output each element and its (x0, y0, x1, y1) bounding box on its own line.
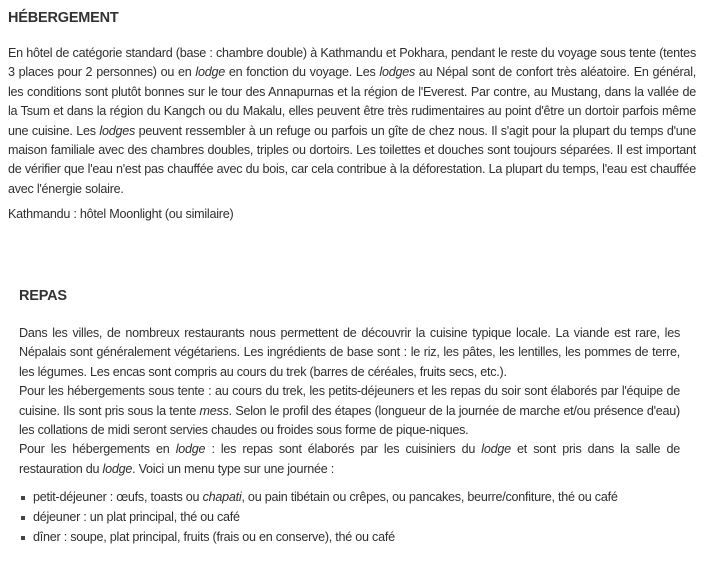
hotel-kathmandu-line: Kathmandu : hôtel Moonlight (ou similaire) (8, 207, 234, 222)
repas-heading: REPAS (19, 288, 67, 304)
menu-list (19, 488, 680, 547)
hebergement-heading: HÉBERGEMENT (8, 10, 119, 26)
bullet-icon (21, 536, 25, 540)
repas-paragraph-tente: Pour les hébergements sous tente : au cours du trek, les petits-déjeuners et les repas du soir sont élaborés par l'équipe de cuisine. Ils sont pris sous la tente mess. Selon le profil des étapes (longueur de la journée de marche et/ou présence d'eau) les collations de midi seront servies chaudes ou froides sous forme de pique-niques. (19, 384, 680, 438)
repas-section (0, 284, 720, 548)
repas-paragraph-villes: Dans les villes, de nombreux restaurants nous permettent de découvrir la cuisine typique locale. La viande est rare, les Népalais sont généralement végétariens. Les ingrédients de base sont : le riz, les pâtes, les lentilles, les pommes de terre, les légumes. Les encas sont compris au cours du trek (barres de céréales, fruits secs, etc.). (19, 326, 680, 379)
list-item: déjeuner : un plat principal, thé ou café (19, 508, 680, 528)
list-item: petit-déjeuner : œufs, toasts ou chapati, ou pain tibétain ou crêpes, ou pancakes, beurre/confiture, thé ou café (19, 488, 680, 508)
bullet-icon (21, 516, 25, 520)
repas-paragraph-lodge: Pour les hébergements en lodge : les repas sont élaborés par les cuisiniers du lodge et sont pris dans la salle de restauration du lodge. Voici un menu type sur une journée : (19, 442, 680, 476)
hebergement-section (0, 6, 720, 225)
bullet-icon (21, 496, 25, 500)
hebergement-paragraph: En hôtel de catégorie standard (base : chambre double) à Kathmandu et Pokhara, pendant le reste du voyage sous tente (tentes 3 places pour 2 personnes) ou en lodge en fonction du voyage. Les lodges au Népal sont de confort très aléatoire. En général, les conditions sont plutôt bonnes sur le tour des Annapurnas et la région de l'Everest. Par contre, au Mustang, dans la vallée de la Tsum et dans la région du Kangch ou du Makalu, elles peuvent être très rudimentaires au point d'être un dortoir parfois même une cuisine. Les lodges peuvent ressembler à un refuge ou parfois un gîte de chez nous. Il s'agit pour la plupart du temps d'une maison familiale avec des chambres doubles, triples ou dortoirs. Les toilettes et douches sont toujours séparées. Il est important de vérifier que l'eau n'est pas chauffée avec du bois, car cela contribue à la déforestation. La plupart du temps, l'eau est chauffée avec l'énergie solaire. (8, 46, 697, 196)
list-item: dîner : soupe, plat principal, fruits (frais ou en conserve), thé ou café (19, 528, 680, 548)
